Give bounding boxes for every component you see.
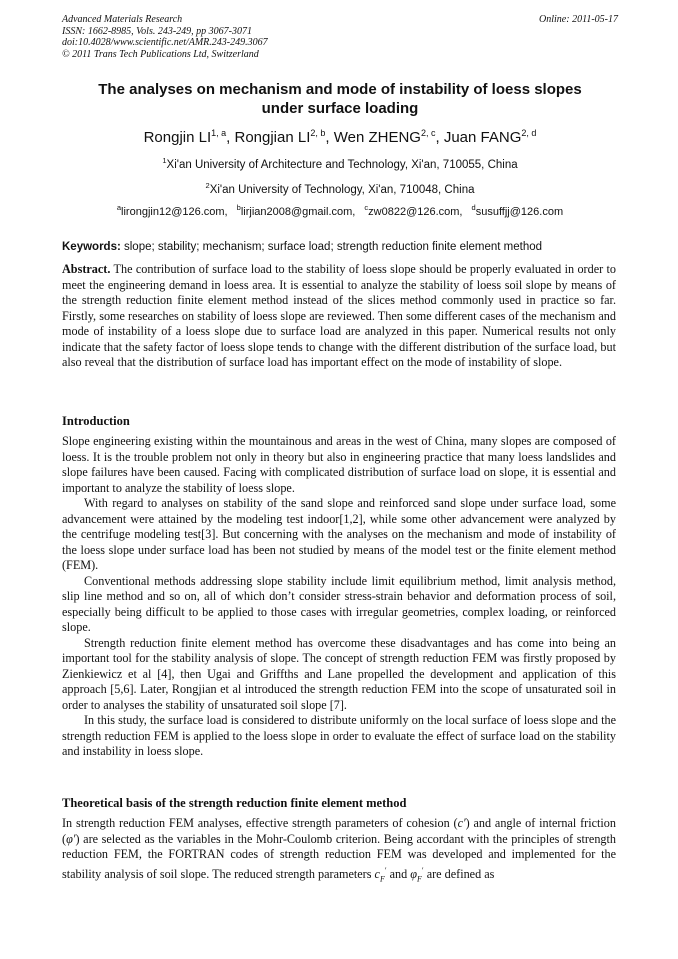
text-run: and — [386, 866, 411, 881]
keywords-text: slope; stability; mechanism; surface load; strength reduction finite element method — [120, 241, 543, 253]
abstract — [62, 262, 616, 371]
symbol-c-f: c — [374, 866, 380, 881]
paragraph: With regard to analyses on stability of the sand slope and reinforced sand slope under surface load, some advancement were attained by the modeling test indoor[1,2], while some other advancement were analyzed by the centrifuge modeling test[3]. But concerning with the analyses on the mechanism and mode of instability of the loess slope under surface load has been not studied by means of the model test or the finite element method (FEM). — [62, 496, 616, 572]
author-list: Rongjin LI$^{1, a}$, Rongjian LI$^{2, b}$, Wen ZHENG$^{2, c}$, Juan FANG$^{2, d}$ — [143, 128, 537, 146]
theory-body — [62, 816, 616, 887]
affil-mark: 2 — [205, 181, 210, 190]
symbol-phi-prime: φ′ — [66, 831, 76, 846]
paragraph: Conventional methods addressing slope stability include limit equilibrium method, limit analysis method, slip line method and so on, all of which don’t consider stress-strain behavior and deformation process of soil, especially being difficult to be applied to those cases with irregular geometries, complex loading, or reinforced slope. — [62, 573, 616, 634]
text-run: are defined as — [423, 866, 495, 881]
doi-line: doi:10.4028/www.scientific.net/AMR.243-249.3067 — [62, 37, 268, 48]
introduction-body — [62, 434, 616, 760]
section-heading-introduction: Introduction — [62, 414, 130, 428]
affil-text: Xi'an University of Technology, Xi'an, 710048, China — [209, 184, 475, 196]
issn-line: ISSN: 1662-8985, Vols. 243-249, pp 3067-3071 — [62, 25, 252, 37]
email-item[interactable] — [364, 203, 463, 218]
paragraph: Slope engineering existing within the mountainous and areas in the west of China, many slopes are composed of loess. It is the trouble problem not only in theory but also in engineering practice that many loess landslides and slope failures have been caused. Facing with complicated distribution of surface load on slope, it is essential and important to analyze the stability of loess slope. — [62, 434, 616, 495]
symbol-c-prime: c′ — [457, 816, 466, 830]
email-mark: a — [116, 203, 122, 212]
email-mark: d — [471, 203, 476, 212]
email-mark: b — [236, 203, 241, 212]
affiliation-1 — [62, 158, 618, 172]
paragraph: In this study, the surface load is considered to distribute uniformly on the local surface of loess slope and the strength reduction FEM is applied to the loess slope in order to evaluate the effect of surface load on the stability and instability in loess slope. — [62, 713, 616, 758]
email-list — [62, 205, 618, 219]
subscript-f: F — [379, 874, 385, 883]
author-name: Rongjian LI — [234, 129, 311, 146]
author-affil-mark: 2, c — [420, 128, 436, 138]
keywords — [62, 240, 622, 254]
text-run: ) and angle of internal friction ( — [62, 816, 616, 846]
title-line-2: under surface loading — [261, 100, 419, 117]
running-header — [62, 14, 618, 60]
author-name: Rongjin LI — [143, 129, 212, 146]
abstract-label: Abstract. — [62, 262, 111, 276]
author-affil-mark: 2, d — [521, 128, 537, 138]
email-item[interactable] — [236, 203, 356, 218]
email-item[interactable] — [471, 203, 564, 218]
prime-mark: ′ — [384, 865, 387, 875]
author-name: Juan FANG — [443, 129, 522, 146]
prime-mark: ′ — [421, 865, 424, 875]
title-line-1: The analyses on mechanism and mode of instability of loess slopes — [98, 81, 582, 98]
affiliation-2 — [62, 183, 618, 197]
symbol-phi-f: φ — [410, 866, 418, 881]
journal-name: Advanced Materials Research — [62, 14, 183, 25]
paragraph — [62, 816, 616, 887]
email-text: lirongjin12@126.com, — [121, 206, 228, 218]
abstract-text: The contribution of surface load to the stability of loess slope should be properly evaluated in order to meet the engineering demand in loess area. It is essential to analyze the stability of loess soil slope by means of the strength reduction finite element method instead of the slices method commonly used in practice so far. Firstly, some researches on stability of loess slope are reviewed. Then some different cases of the mechanism and mode of instability of a loess slope due to surface load are analyzed in this paper. Numerical results not only indicate that the safety factor of loess slope tends to change with the different distribution of the surface load, but also reveal that the distribution of surface load has important effect on the mode of instability of slope. — [62, 262, 616, 369]
author-name: Wen ZHENG — [333, 129, 421, 146]
email-text: susuffjj@126.com — [475, 206, 564, 218]
author-affil-mark: 1, a — [211, 128, 227, 138]
paper-title — [62, 80, 618, 118]
affil-mark: 1 — [162, 156, 167, 165]
paragraph: Strength reduction finite element method has overcome these disadvantages and has come into being an important tool for the stability analysis of slope. The concept of strength reduction FEM was firstly proposed by Zienkiewicz et al [4], then Ugai and Griffths and Lane propelled the development and application of this approach [5,6]. Later, Rongjian et al introduced the strength reduction FEM into the scope of unsaturated soil in order to analyses the stability of unsaturated soil slope [7]. — [62, 635, 616, 712]
keywords-label: Keywords: — [62, 241, 121, 253]
email-text: zw0822@126.com, — [368, 206, 463, 218]
copyright-line: © 2011 Trans Tech Publications Ltd, Switzerland — [62, 48, 259, 60]
text-run: In strength reduction FEM analyses, effective strength parameters of cohesion ( — [62, 816, 458, 830]
author-affil-mark: 2, b — [310, 128, 326, 138]
subscript-f: F — [417, 874, 422, 883]
online-date: Online: 2011-05-17 — [539, 14, 618, 25]
email-mark: c — [364, 203, 369, 212]
text-run: ) are selected as the variables in the Mohr-Coulomb criterion. Being accordant with the principles of strength reduction FEM, the FORTRAN codes of strength reduction FEM was developed and implemented for the stability analysis of soil slope. The reduced strength parameters — [62, 831, 616, 881]
email-item[interactable] — [116, 203, 228, 218]
section-heading-theory: Theoretical basis of the strength reduction finite element method — [62, 796, 407, 810]
affil-text: Xi'an University of Architecture and Technology, Xi'an, 710055, China — [166, 159, 518, 171]
email-text: lirjian2008@gmail.com, — [240, 206, 356, 218]
